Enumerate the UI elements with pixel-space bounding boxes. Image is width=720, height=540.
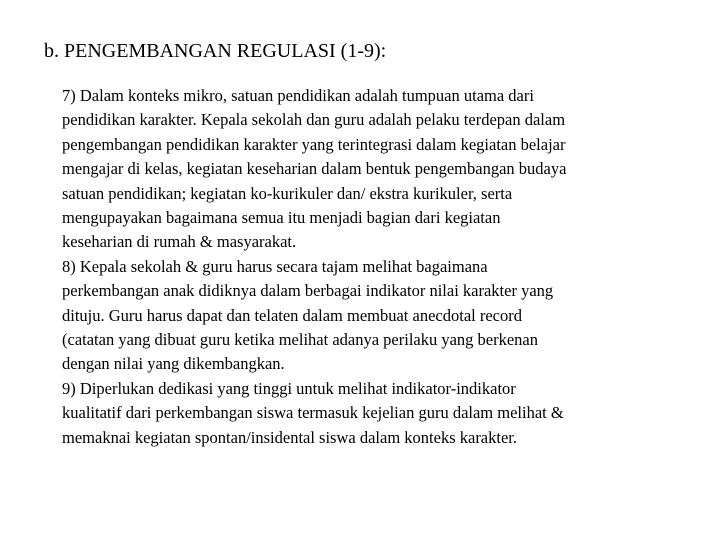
text-line: satuan pendidikan; kegiatan ko-kurikuler dan/ ekstra kurikuler, serta: [62, 183, 513, 203]
text-line: dengan nilai yang dikembangkan.: [62, 354, 285, 374]
text-line: dituju. Guru harus dapat dan telaten dalam membuat anecdotal record: [62, 305, 522, 325]
paragraph-9: [62, 377, 692, 450]
paragraph-7: [62, 84, 692, 255]
slide-title: b. PENGEMBANGAN REGULASI (1-9):: [44, 40, 387, 62]
text-line: keseharian di rumah & masyarakat.: [62, 232, 297, 252]
text-line: 7) Dalam konteks mikro, satuan pendidikan adalah tumpuan utama dari: [62, 86, 534, 105]
text-line: memaknai kegiatan spontan/insidental siswa dalam konteks karakter.: [62, 427, 517, 447]
text-line: kualitatif dari perkembangan siswa termasuk kejelian guru dalam melihat &: [62, 403, 564, 423]
text-line: mengajar di kelas, kegiatan keseharian dalam bentuk pengembangan budaya: [62, 159, 567, 179]
text-line: pendidikan karakter. Kepala sekolah dan guru adalah pelaku terdepan dalam: [62, 110, 566, 130]
text-line: pengembangan pendidikan karakter yang terintegrasi dalam kegiatan belajar: [62, 134, 566, 154]
text-line: (catatan yang dibuat guru ketika melihat adanya perilaku yang berkenan: [62, 330, 539, 350]
text-line: mengupayakan bagaimana semua itu menjadi bagian dari kegiatan: [62, 208, 501, 228]
text-line: perkembangan anak didiknya dalam berbagai indikator nilai karakter yang: [62, 281, 554, 301]
text-line: 8) Kepala sekolah & guru harus secara tajam melihat bagaimana: [62, 256, 488, 276]
slide-body: [62, 84, 692, 450]
paragraph-8: [62, 255, 692, 377]
text-line: 9) Diperlukan dedikasi yang tinggi untuk melihat indikator-indikator: [62, 378, 516, 398]
